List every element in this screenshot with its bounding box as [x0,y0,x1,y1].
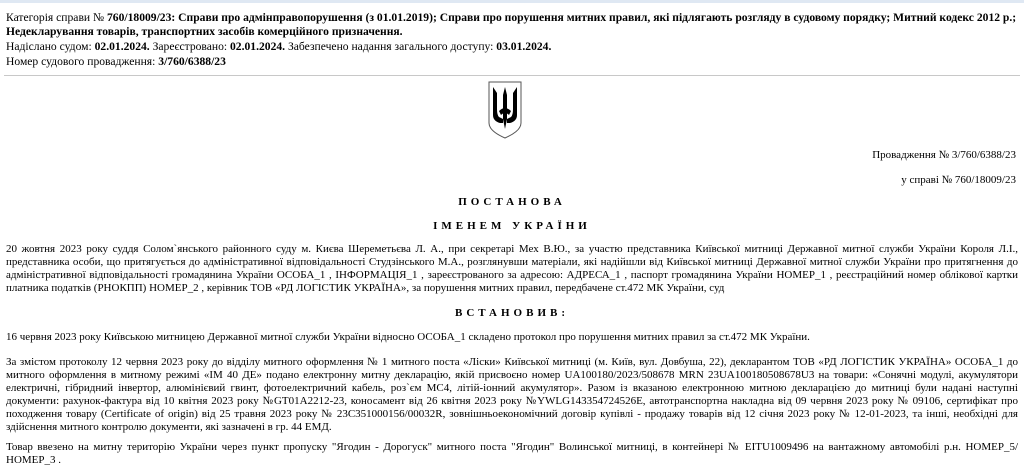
access-label: Забезпечено надання загального доступу: [285,40,497,53]
sent-value: 02.01.2024. [94,40,150,53]
category-label: Категорія справи № [6,11,107,24]
trident-emblem-icon [488,81,522,139]
established-heading: ВСТАНОВИВ: [454,307,570,319]
dates-line [6,40,1018,54]
proceeding-label: Номер судового провадження: [6,55,159,68]
paragraph: Товар ввезено на митну територію України через пункт пропуску "Ягодин - Дорогуск" митного поста "Ягодин" Волинської митниці, в контейнері № EITU1009496 на вантажному автомобілі р.н. НОМЕР_5/ НОМЕР_3 . [6,441,1018,467]
category-value: 760/18009/23: Справи про адмінправопорушення (з 01.01.2019); Справи про порушення митних правил, які підлягають розгляду в судовому порядку; Митний кодекс 2012 р.; Недекларування товарів, транспортних засобів комерційного призначення. [6,11,1017,38]
intro-paragraph: 20 жовтня 2023 року суддя Солом`янського районного суду м. Києва Шереметьєва Л. А., при секретарі Мех В.Ю., за участю представника Київської митниці Державної митної служби України Короля Л.І., представника особи, що притягується до адміністративної відповідальності Студзінського М.А., розглянувши матеріали, які надійшли від Київської митниці Державної митної служби України про притягнення до адміністративної відповідальності громадянина України ОСОБА_1 , ІНФОРМАЦІЯ_1 , зареєстрованого за адресою: АДРЕСА_1 , паспорт громадянина України НОМЕР_1 , реєстраційний номер облікової картки платника податків (РНОКПП) НОМЕР_2 , керівник ТОВ «РД ЛОГІСТИК УКРАЇНА», за порушення митних правил, передбачене ст.472 МК України, суд [6,243,1018,295]
paragraph: За змістом протоколу 12 червня 2023 року до відділу митного оформлення № 1 митного поста «Ліски» Київської митниці (м. Київ, вул. Довбуша, 22), декларантом ТОВ «РД ЛОГІСТИК УКРАЇНА» ОСОБА_1 до митного оформлення в митному режимі «ІМ 40 ДЕ» подано електронну митну декларацію, якій присвоєно номер UA100180/2023/508678 MRN 23UA100180508678U3 на товари: «Сонячні модулі, акумулятори електричні, гібридний інвертор, алюмінієвий гвинт, фотоелектричний кабель, роз`єм MC4, літій-іонний акумулятор». Разом із вказаною електронною митною декларацією до митниці були надані наступні документи: рахунок-фактура від 10 квітня 2023 року №GT01A2212-23, коносамент від 26 квітня 2023 року №YWLG143354724526E, автотранспортна накладна від 09 червня 2023 року № 09106, сертифікат про походження товару (Certificate of origin) від 25 травня 2023 року № 23C351000156/00032R, зовнішньоекономічний договір купівлі - продажу товарів від 12 січня 2023 року № 12-01-2023, та інші, необхідні для здійснення митного контролю документи, які зазначені в гр. 44 ЕМД. [6,356,1018,434]
access-value: 03.01.2024. [496,40,552,53]
document-subtitle: ІМЕНЕМ УКРАЇНИ [433,220,591,232]
proceeding-reference: Провадження № 3/760/6388/23 [872,149,1016,161]
registered-label: Зареєстровано: [149,40,230,53]
sent-label: Надіслано судом: [6,40,95,53]
registered-value: 02.01.2024. [230,40,286,53]
paragraph: 16 червня 2023 року Київською митницею Державної митної служби України відносно ОСОБА_1 складено протокол про порушення митних правил за ст.472 МК України. [6,331,810,343]
case-reference: у справі № 760/18009/23 [901,174,1016,186]
header-divider [4,75,1020,76]
case-category [6,11,1018,39]
document-title: ПОСТАНОВА [458,196,566,208]
proceeding-number [6,55,1018,69]
proceeding-value: 3/760/6388/23 [158,55,226,68]
